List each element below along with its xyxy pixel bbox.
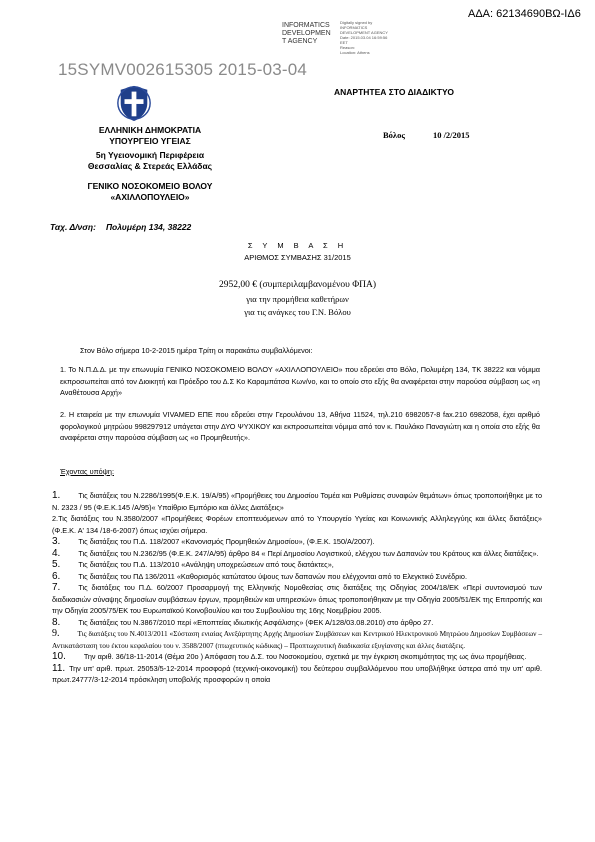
contract-title: Σ Υ Μ Β Α Σ Η (247, 241, 348, 250)
having-regard-heading: Έχοντας υπόψη: (60, 467, 114, 476)
clause-item: 11. Την υπ' αριθ. πρωτ. 25053/5-12-2014 προσφορά (τεχνική-οικονομική) του δεύτερου συμβαλλόμενου που υποβλήθηκε ύστερα από την υπ' αριθ. πρωτ.24777/3-12-2014 πρόσκληση υποβολής προσφορών η οποία (52, 662, 542, 684)
contract-amount: 2952,00 € (συμπεριλαμβανομένου ΦΠΑ) (218, 280, 377, 290)
clause-item: 8. Τις διατάξεις του Ν.3867/2010 περί «Εποπτείας ιδιωτικής Ασφάλισης» (ΦΕΚ Α/128/03.08.2010) στο άρθρο 27. (52, 616, 434, 628)
clause-item: 4. Τις διατάξεις του Ν.2362/95 (Φ.Ε.Κ. 247/Α/95) άρθρο 84 « Περί Δημοσίου Λογιστικού, ελέγχου των Δαπανών του Κράτους και άλλες διατάξεις». (52, 547, 539, 559)
ada-code: ΑΔΑ: 62134690ΒΩ-ΙΔ6 (468, 8, 581, 20)
clause-item: 1. Τις διατάξεις του Ν.2286/1995(Φ.Ε.Κ. 19/Α/95) «Προμήθειες του Δημοσίου Τομέα και Ρυθμίσεις συναφών θεμάτων» όπως τροποποιήθηκε με το Ν. 2323 / 95 (Φ.Ε.Κ.145 /Α/95)« Υπαίθριο Εμπόριο και άλλες Διατάξεις» (52, 490, 542, 512)
contract-purpose: για την προμήθεια καθετήρων (246, 294, 349, 304)
clause-list (52, 490, 542, 686)
greek-coat-of-arms-icon (115, 84, 153, 122)
address: Ταχ. Δ/νση: Πολυμέρη 134, 38222 (50, 222, 192, 232)
party-2: 2. Η εταιρεία με την επωνυμία VIVAMED ΕΠΕ που εδρεύει στην Γερουλάνου 13, Αθήνα 11524, τηλ.210 6982057-8 fax.210 6982058, έχει αριθμό φορολογικού μητρώου 998297912 υπάγεται στην ΔΥΟ ΨΥΧΙΚΟΥ και εκπροσωπείται νόμιμα από τον κ. Παυλάκο Παναγιώτη και η οποία στο εξής θα αναφέρεται στην παρούσα σύμβαση ως «ο Προμηθευτής». (60, 410, 540, 442)
registry-stamp: 15SYMV002615305 2015-03-04 (58, 60, 308, 79)
digital-signature-label: INFORMATICS DEVELOPMEN T AGENCY (282, 22, 331, 45)
issuer-block: ΕΛΛΗΝΙΚΗ ΔΗΜΟΚΡΑΤΙΑ ΥΠΟΥΡΓΕΙΟ ΥΓΕΙΑΣ 5η Υγειονομική Περιφέρεια Θεσσαλίας & Στερεάς Ελλάδας ΓΕΝΙΚΟ ΝΟΣΟΚΟΜΕΙΟ ΒΟΛΟΥ «ΑΧΙΛΛΟΠΟΥΛΕΙΟ» (87, 125, 213, 202)
clause-item: 10. Την αριθ. 36/18-11-2014 (Θέμα 20ο ) Απόφαση του Δ.Σ. του Νοσοκομείου, σχετικά με την έγκριση σκοπιμότητας της ως άνω προμήθειας. (52, 651, 527, 662)
clause-item: 2.Τις διατάξεις του Ν.3580/2007 «Προμήθειες Φορέων εποπτευόμενων από το Υπουργείο Υγείας και Κοινωνικής Αλληλεγγύης και άλλες διατάξεις» (Φ.Ε.Κ. Α' 134 /18-6-2007) όπως ισχύει σήμερα. (52, 514, 542, 535)
contract-number: ΑΡΙΘΜΟΣ ΣΥΜΒΑΣΗΣ 31/2015 (244, 253, 351, 262)
digital-signature-details: Digitally signed by INFORMATICS DEVELOPMENT AGENCY Date: 2015.03.04 16:59:56 EET Reason: Location: Athens (340, 20, 388, 55)
clause-item: 5. Τις διατάξεις του Π.Δ. 113/2010 «Ανάληψη υποχρεώσεων από τους διατάκτες», (52, 559, 334, 570)
intro-paragraph: Στον Βόλο σήμερα 10-2-2015 ημέρα Τρίτη οι παρακάτω συμβαλλόμενοι: (80, 346, 313, 355)
clause-item: 6. Τις διατάξεις του ΠΔ 136/2011 «Καθορισμός κατώτατου ύψους των δαπανών που ελέγχονται από το Ελεγκτικό Συνέδριο. (52, 570, 468, 582)
clause-item: 7. Τις διατάξεις του Π.Δ. 60/2007 Προσαρμογή της Ελληνικής Νομοθεσίας στις διατάξεις της Οδηγίας 2004/18/ΕΚ «Περί συντονισμού των διαδικασιών σύναψης δημοσίων συμβάσεων έργων, προμηθειών και υπηρεσιών» όπως τροποποιήθηκαν με την Οδηγία 2005/51/ΕΚ της Επιτροπής και την Οδηγία 2005/75/ΕΚ του Ευρωπαϊκού Κοινοβουλίου και του Συμβουλίου της 16ης Νοεμβρίου 2005. (52, 582, 542, 615)
clause-item: 9. Τις διατάξεις του Ν.4013/2011 «Σύσταση ενιαίας Ανεξάρτητης Αρχής Δημοσίων Συμβάσεων και Κεντρικού Ηλεκτρονικού Μητρώου Δημοσίων Συμβάσεων – Αντικατάσταση του έκτου κεφαλαίου του ν. 3588/2007 (πτωχευτικός κώδικας) – Προπτωχευτική διαδικασία εξυγίανσης και άλλες διατάξεις. (52, 628, 542, 650)
clause-item: 3. Τις διατάξεις του Π.Δ. 118/2007 «Κανονισμός Προμηθειών Δημοσίου», (Φ.Ε.Κ. 150/Α/2007). (52, 536, 375, 547)
party-1: 1. Το Ν.Π.Δ.Δ. με την επωνυμία ΓΕΝΙΚΟ ΝΟΣΟΚΟΜΕΙΟ ΒΟΛΟΥ «ΑΧΙΛΛΟΠΟΥΛΕΙΟ» που εδρεύει στο Βόλο, Πολυμέρη 134, ΤΚ 38222 και νόμιμα εκπροσωπείται από τον Διοικητή και Πρόεδρο του Δ.Σ Κο Καραμπάτσα Κων/νο, και το οποίο στο εξής θα αναφέρεται στην παρούσα σύμβαση ως «η Αναθέτουσα Αρχή» (60, 365, 540, 397)
document-date: Βόλος 10 /2/2015 (383, 130, 470, 140)
internet-posting-notice: ΑΝΑΡΤΗΤΕΑ ΣΤΟ ΔΙΑΔΙΚΤΥΟ (334, 87, 454, 97)
contract-purpose-needs: για τις ανάγκες του Γ.Ν. Βόλου (244, 307, 351, 317)
